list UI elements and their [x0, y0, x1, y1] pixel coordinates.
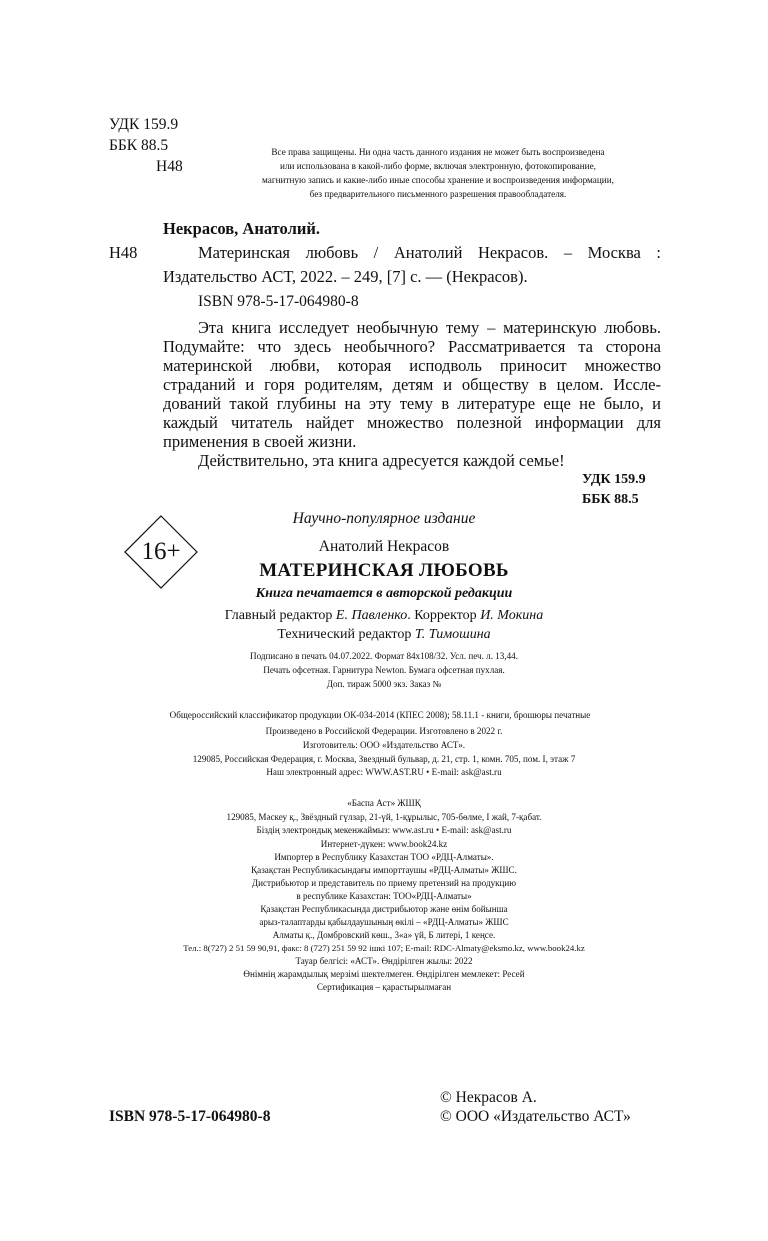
print-info-line: Подписано в печать 04.07.2022. Формат 84x108/32. Усл. печ. л. 13,44.: [250, 651, 518, 661]
bbk-code-top: ББК 88.5: [109, 137, 169, 154]
corrector-label: . Корректор: [407, 608, 481, 623]
annotation-line: страданий и горя родителям, детям и обществу в целом. Иссле-: [163, 375, 661, 394]
kz-line: Тел.: 8(727) 2 51 59 90,91, факс: 8 (727) 251 59 92 ішкі 107; E-mail: RDC-Almaty@eksmo.kz, www.book24.kz: [183, 943, 585, 953]
print-info-line: Доп. тираж 5000 экз. Заказ №: [326, 679, 442, 689]
kz-line: Өнімнің жарамдылық мерзімі шектелмеген. Өндірілген мемлекет: Ресей: [243, 969, 525, 979]
kz-line: Тауар белгісі: «АСТ». Өндірілген жылы: 2022: [295, 956, 473, 966]
annotation-line: дований такой глубины на эту тему в литературе еще не было, и: [163, 394, 661, 413]
rights-line: магнитную запись и какие-либо иные способы хранение и воспроизведения информации,: [262, 175, 614, 185]
edition-genre: [0, 510, 768, 528]
annotation-closing: Действительно, эта книга адресуется каждой семье!: [198, 451, 565, 470]
catalog-body: [163, 0, 661, 480]
kz-line: Алматы қ., Домбровский көш., 3«а» үй, Б литері, 1 кеңсе.: [272, 930, 496, 940]
editor-name: Е. Павленко: [335, 608, 408, 623]
kz-line: в республике Казахстан: ТОО«РДЦ-Алматы»: [296, 891, 472, 901]
editor-label: Главный редактор: [224, 608, 336, 623]
kz-line: Сертификация – қарастырылмаған: [316, 982, 452, 992]
catalog-bbk: ББК 88.5: [582, 492, 639, 507]
catalog-title-line: Материнская любовь / Анатолий Некрасов. – Москва :: [198, 243, 661, 262]
catalog-author-heading: Некрасов, Анатолий.: [163, 219, 320, 238]
annotation-line: Эта книга исследует необычную тему – материнскую любовь.: [198, 318, 661, 337]
footer-isbn: ISBN 978-5-17-064980-8: [109, 1108, 271, 1125]
manufacturer-line: Произведено в Российской Федерации. Изготовлено в 2022 г.: [265, 726, 503, 736]
annotation-line: применения в своей жизни.: [163, 432, 357, 451]
copyright-author: © Некрасов А.: [440, 1089, 537, 1106]
rights-line: без предварительного письменного разрешения правообладателя.: [309, 189, 567, 199]
catalog-isbn: ISBN 978-5-17-064980-8: [198, 293, 359, 310]
author-mark-top: Н48: [156, 158, 183, 175]
editors-line-2: [0, 627, 768, 643]
kz-line: Біздің электрондық мекенжаймыз: www.ast.ru • E-mail: ask@ast.ru: [256, 825, 512, 835]
copyright-publisher: © ООО «Издательство АСТ»: [440, 1108, 631, 1125]
catalog-author-mark: Н48: [109, 243, 138, 262]
udk-code-top: УДК 159.9: [109, 116, 179, 133]
edition-author: Анатолий Некрасов: [318, 538, 450, 555]
annotation-line: Подумайте: что здесь необычного? Рассматривается та сторона: [163, 337, 661, 356]
annotation-line: материнской любви, которая исподволь приносит множество: [163, 356, 661, 375]
rights-line: Все права защищены. Ни одна часть данного издания не может быть воспроизведена: [271, 147, 605, 157]
catalog-udk: УДК 159.9: [582, 472, 646, 487]
manufacturer-line: Изготовитель: ООО «Издательство АСТ».: [302, 740, 466, 750]
corrector-name: И. Мокина: [480, 608, 544, 623]
editors-line-1: [0, 608, 768, 624]
annotation-line: каждый читатель найдет множество полезной информации для: [163, 413, 661, 432]
product-classifier: Общероссийский классификатор продукции ОК-034-2014 (КПЕС 2008); 58.11.1 - книги, брошюры печатные: [169, 710, 591, 720]
rights-line: или использована в какой-либо форме, включая электронную, фотокопирование,: [280, 161, 596, 171]
manufacturer-line: 129085, Российская Федерация, г. Москва, Звездный бульвар, д. 21, стр. 1, комн. 705, пом. I, этаж 7: [192, 754, 576, 764]
kz-line: Қазақстан Республикасындағы импорттаушы «РДЦ-Алматы» ЖШС.: [251, 865, 517, 875]
manufacturer-line: Наш электронный адрес: WWW.AST.RU • E-mail: ask@ast.ru: [266, 767, 502, 777]
kz-line: Импортер в Республику Казахстан ТОО «РДЦ-Алматы».: [274, 852, 494, 862]
kz-line: арыз-талаптарды қабылдаушының өкілі – «РДЦ-Алматы» ЖШС: [259, 917, 509, 927]
edition-genre-text: Научно-популярное издание: [292, 510, 476, 527]
tech-editor-name: Т. Тимошина: [414, 627, 491, 642]
edition-note: Книга печатается в авторской редакции: [255, 586, 513, 601]
print-info-line: Печать офсетная. Гарнитура Newton. Бумага офсетная пухлая.: [263, 665, 505, 675]
kz-line: Интернет-дүкен: www.book24.kz: [320, 839, 448, 849]
kz-line: 129085, Мәскеу қ., Звёздный гүлзар, 21-үй, 1-құрылыс, 705-бөлме, I жай, 7-қабат.: [226, 812, 542, 822]
tech-editor-label: Технический редактор: [277, 627, 415, 642]
kz-line: Қазақстан Республикасында дистрибьютор және өнім бойынша: [260, 904, 508, 914]
edition-title: МАТЕРИНСКАЯ ЛЮБОВЬ: [259, 560, 509, 581]
age-rating-text: 16+: [141, 538, 181, 565]
kz-line: Дистрибьютор и представитель по приему претензий на продукцию: [251, 878, 517, 888]
kz-line: «Баспа Аст» ЖШҚ: [347, 798, 421, 808]
catalog-title-line: Издательство АСТ, 2022. – 249, [7] с. — (Некрасов).: [163, 267, 528, 286]
